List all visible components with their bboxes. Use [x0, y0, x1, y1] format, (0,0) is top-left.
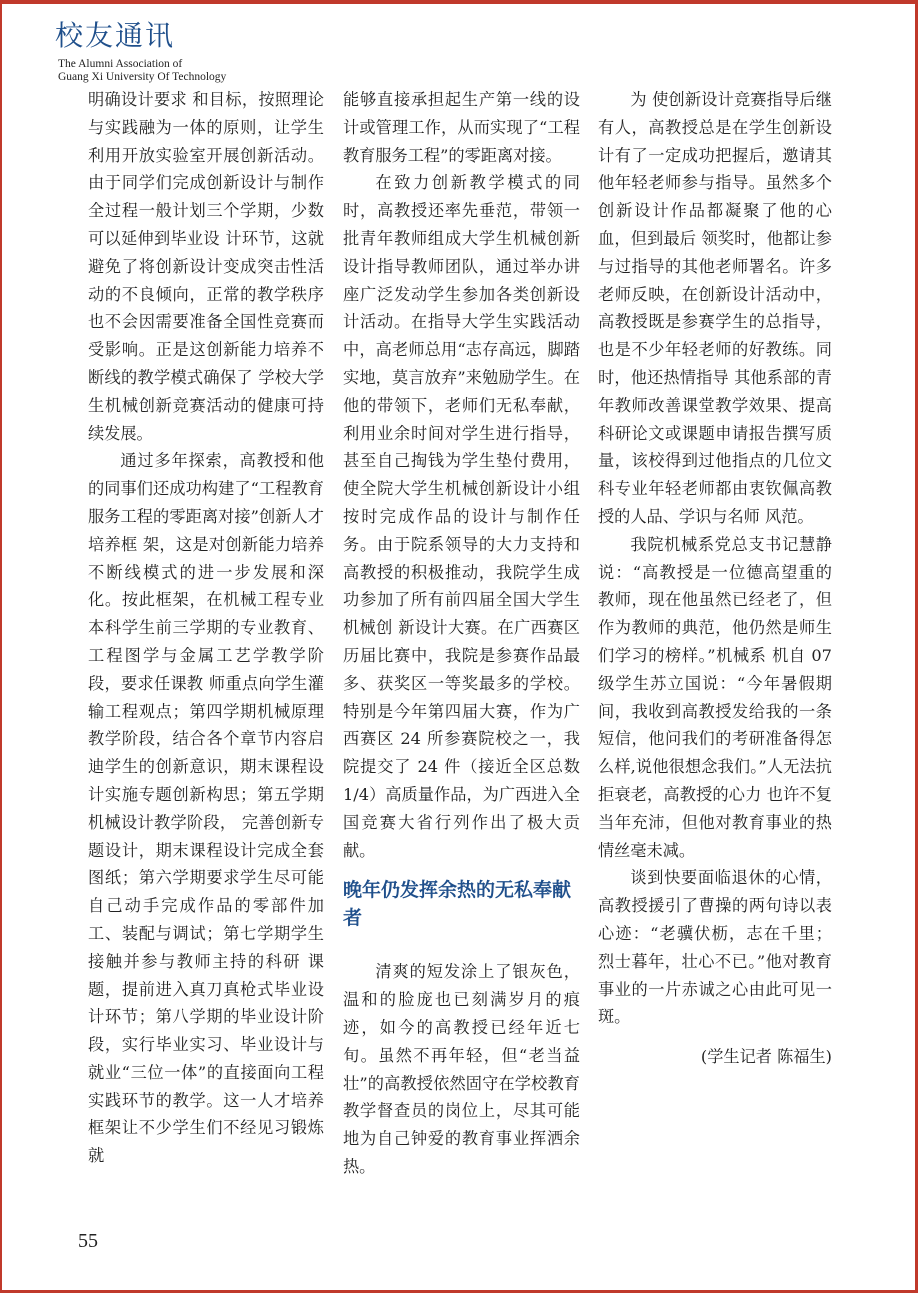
page-border-top — [0, 0, 918, 4]
section-heading: 晚年仍发挥余热的无私奉献者 — [343, 879, 572, 930]
paragraph: 清爽的短发涂上了银灰色，温和的脸庞也已刻满岁月的痕迹，如今的高教授已经年近七旬。虽然不再年轻，但“老当益壮”的高教授依然固守在学校教育教学督查员的岗位上，尽其可能地为自己钟爱的教育事业挥洒余热。 — [343, 962, 580, 1176]
byline: (学生记者 陈福生) — [700, 1047, 832, 1067]
column-left — [88, 86, 324, 1170]
spacer — [598, 1031, 832, 1043]
column-middle — [343, 86, 580, 1181]
paragraph: 为 使创新设计竞赛指导后继有人，高教授总是在学生创新设计有了一定成功把握后，邀请其他年轻老师参与指导。虽然多个创新设计作品都凝聚了他的心血，但到最后 领奖时，他都让参与过指导的其他老师署名。许多老师反映，在创新设计活动中，高教授既是参赛学生的总指导，也是不少年轻老师的好教练。同时，他还热情指导 其他系部的青年教师改善课堂教学效果、提高科研论文或课题申请报告撰写质量，该校得到过他指点的几位文科专业年轻老师都由衷钦佩高教授的人品、学识与名师 风范。 — [598, 90, 832, 526]
spacer — [343, 932, 580, 958]
page-border-left — [0, 0, 2, 1293]
paragraph: 明确设计要求 和目标，按照理论与实践融为一体的原则，让学生利用开放实验室开展创新活动。由于同学们完成创新设计与制作全过程一般计划三个学期，少数可以延伸到毕业设 计环节，这就避免了将创新设计变成突击性活动的不良倾向，正常的教学秩序也不会因需要准备全国性竞赛而受影响。正是这创新能力培养不断线的教学模式确保了 学校大学生机械创新竞赛活动的健康可持续发展。 — [88, 90, 324, 443]
spacer — [343, 864, 580, 876]
masthead-subtitle-line2: Guang Xi University Of Technology — [58, 71, 227, 83]
paragraph: 通过多年探索，高教授和他的同事们还成功构建了“工程教育服务工程的零距离对接”创新人才培养框 架，这是对创新能力培养不断线模式的进一步发展和深化。按此框架，在机械工程专业本科学生前三学期的专业教育、工程图学与金属工艺学教学阶段，要求任课教 师重点向学生灌输工程观点；第四学期机械原理教学阶段，结合各个章节内容启迪学生的创新意识，期末课程设计实施专题创新构思；第五学期机械设计教学阶段， 完善创新专题设计，期末课程设计完成全套图纸；第六学期要求学生尽可能自己动手完成作品的零部件加工、装配与调试；第七学期学生接触并参与教师主持的科研 课题，提前进入真刀真枪式毕业设计环节；第八学期的毕业设计阶段，实行毕业实习、毕业设计与就业“三位一体”的直接面向工程实践环节的教学。这一人才培养 框架让不少学生们不经见习锻炼就 — [88, 451, 324, 1166]
masthead-title: 校友通讯 — [55, 19, 176, 52]
page-number: 55 — [78, 1230, 98, 1252]
masthead-subtitle — [58, 58, 226, 84]
paragraph: 谈到快要面临退休的心情，高教授援引了曹操的两句诗以表心迹：“老骥伏枥，志在千里；烈士暮年，壮心不已。”他对教育事业的一片赤诚之心由此可见一斑。 — [598, 868, 832, 1027]
masthead-subtitle-line1: The Alumni Association of — [58, 58, 183, 70]
page-border-bottom — [0, 1290, 918, 1293]
paragraph: 在致力创新教学模式的同时，高教授还率先垂范，带领一批青年教师组成大学生机械创新设计指导教师团队，通过举办讲座广泛发动学生参加各类创新设计活动。在指导大学生实践活动 中，高老师总用“志存高远，脚踏实地，莫言放弃”来勉励学生。在他的带领下，老师们无私奉献，利用业余时间对学生进行指导，甚至自己掏钱为学生垫付费用， 使全院大学生机械创新设计小组按时完成作品的设计与制作任务。由于院系领导的大力支持和高教授的积极推动，我院学生成功参加了所有前四届全国大学生机械创 新设计大赛。在广西赛区历届比赛中，我院是参赛作品最多、获奖区一等奖最多的学校。特别是今年第四届大赛，作为广西赛区 24 所参赛院校之一，我院提交了 24 件（接近全区总数 1/4）高质量作品，为广西进入全国竞赛大省行列作出了极大贡献。 — [343, 173, 580, 860]
paragraph: 我院机械系党总支书记慧静说：“高教授是一位德高望重的教师，现在他虽然已经老了，但作为教师的典范，他仍然是师生们学习的榜样。”机械系 机自 07 级学生苏立国说：“今年暑假期间，我收到高教授发给我的一条短信，他问我们的考研准备得怎么样,说他很想念我们。”人无法抗拒衰老，高教授的心力 也许不复当年充沛，但他对教育事业的热情丝毫未减。 — [598, 534, 832, 860]
paragraph: 能够直接承担起生产第一线的设计或管理工作，从而实现了“工程教育服务工程”的零距离对接。 — [343, 90, 580, 165]
column-right — [598, 86, 832, 1071]
